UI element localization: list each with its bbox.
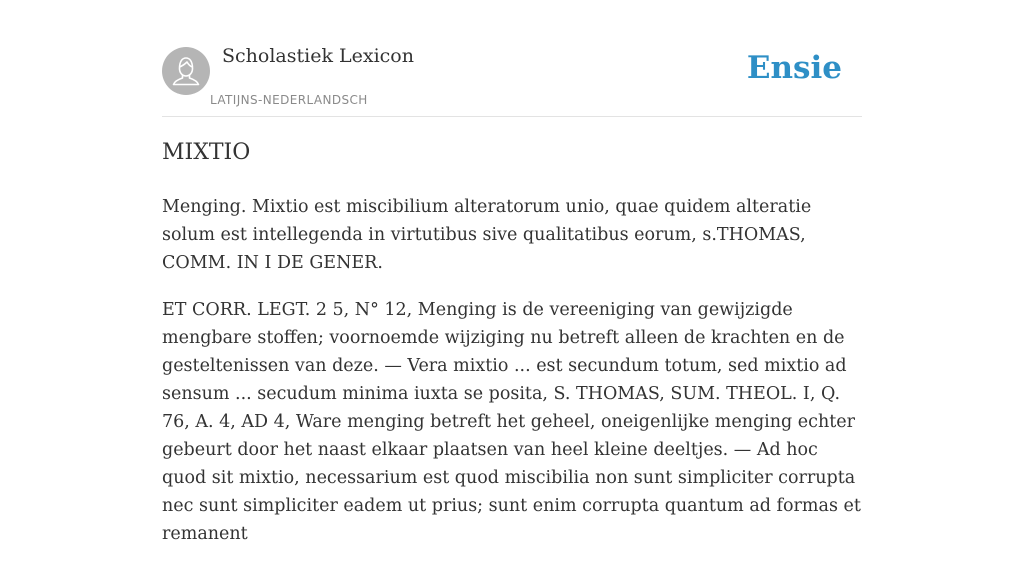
entry-body [162, 193, 862, 567]
source-subtitle: LATIJNS-NEDERLANDSCH [210, 93, 368, 107]
user-silhouette-icon [162, 47, 210, 95]
entry-paragraph: ET CORR. LEGT. 2 5, N° 12, Menging is de vereeniging van gewijzigde mengbare stoffen; voornoemde wijziging nu betreft alleen de krachten en de gesteltenissen van deze. — Vera mixtio ... est secundum totum, sed mixtio ad sensum ... secudum minima iuxta se posita, S. THOMAS, SUM. THEOL. I, Q. 76, A. 4, AD 4, Ware menging betreft het geheel, oneigenlijke menging echter gebeurt door het naast elkaar plaatsen van heel kleine deeltjes. — Ad hoc quod sit mixtio, necessarium est quod miscibilia non sunt simpliciter corrupta nec sunt simpliciter eadem ut prius; sunt enim corrupta quantum ad formas et remanent [162, 300, 861, 544]
entry-title: MIXTIO [162, 140, 251, 165]
avatar[interactable] [162, 47, 210, 95]
source-title-link[interactable]: Scholastiek Lexicon [222, 45, 414, 67]
entry-paragraph: Menging. Mixtio est miscibilium alteratorum unio, quae quidem alteratie solum est intellegenda in virtutibus sive qualitatibus eorum, s.THOMAS, COMM. IN I DE GENER. [162, 197, 812, 273]
brand-logo-link[interactable]: Ensie [746, 50, 842, 86]
header [162, 40, 862, 117]
